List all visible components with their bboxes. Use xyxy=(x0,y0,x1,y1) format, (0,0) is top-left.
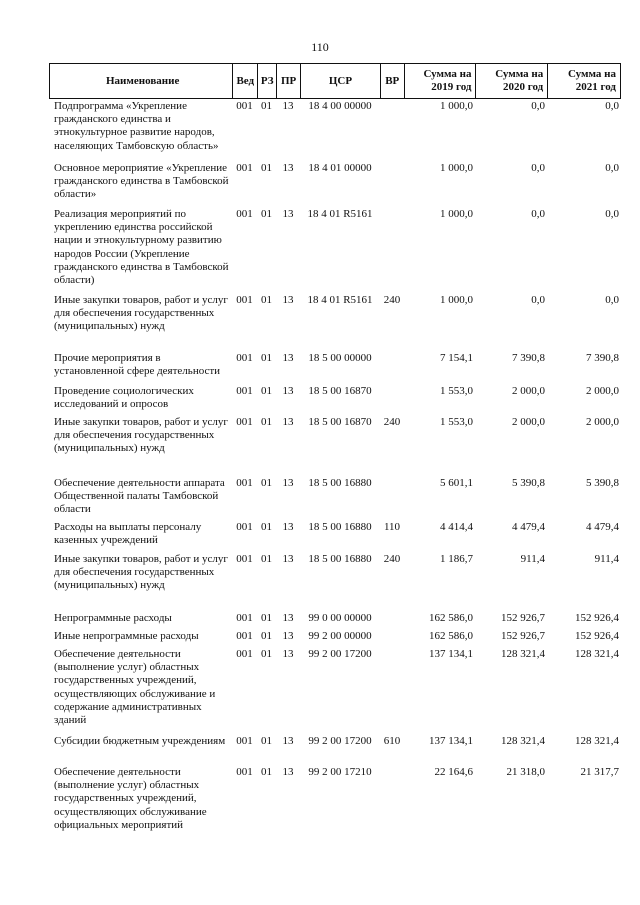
row-csr: 18 5 00 16870 xyxy=(308,385,372,397)
row-sum-2021: 0,0 xyxy=(605,294,619,306)
table-row xyxy=(49,352,621,378)
row-rz: 01 xyxy=(261,735,272,747)
row-sum-2021: 0,0 xyxy=(605,162,619,174)
row-pr: 13 xyxy=(282,100,294,112)
row-ved: 001 xyxy=(236,208,253,220)
row-pr: 13 xyxy=(282,162,294,174)
row-sum-2019: 4 414,4 xyxy=(440,521,473,533)
row-pr: 13 xyxy=(282,294,294,306)
row-rz: 01 xyxy=(261,521,272,533)
row-vr xyxy=(380,630,404,643)
row-sum-2019: 1 553,0 xyxy=(440,416,473,428)
row-rz: 01 xyxy=(261,416,272,428)
row-vr xyxy=(380,385,404,411)
row-sum-2021: 4 479,4 xyxy=(586,521,619,533)
row-sum-2020: 2 000,0 xyxy=(512,416,545,428)
row-name: Иные закупки товаров, работ и услуг для обеспечения государственных (муниципальных) нужд xyxy=(54,416,228,455)
row-name: Иные закупки товаров, работ и услуг для обеспечения государственных (муниципальных) нужд xyxy=(54,553,228,592)
row-rz: 01 xyxy=(261,162,272,174)
row-sum-2019: 1 186,7 xyxy=(440,553,473,565)
table-row xyxy=(49,477,621,517)
table-row xyxy=(49,208,621,287)
table-row xyxy=(49,416,621,456)
row-vr: 240 xyxy=(383,416,401,428)
row-sum-2020: 7 390,8 xyxy=(512,352,545,364)
row-rz: 01 xyxy=(261,385,272,397)
row-sum-2021: 7 390,8 xyxy=(586,352,619,364)
row-rz: 01 xyxy=(261,208,272,220)
row-name: Расходы на выплаты персоналу казенных учреждений xyxy=(54,521,202,547)
row-ved: 001 xyxy=(236,612,253,624)
row-csr: 99 2 00 17200 xyxy=(308,648,372,660)
row-sum-2020: 5 390,8 xyxy=(512,477,545,489)
row-ved: 001 xyxy=(236,352,253,364)
row-sum-2020: 128 321,4 xyxy=(501,648,545,660)
row-sum-2020: 128 321,4 xyxy=(501,735,545,747)
header-ved: Вед xyxy=(232,64,257,98)
row-name: Проведение социологических исследований и опросов xyxy=(54,385,194,411)
row-sum-2019: 1 000,0 xyxy=(440,162,473,174)
row-sum-2021: 152 926,4 xyxy=(575,630,619,642)
row-rz: 01 xyxy=(261,477,272,489)
row-sum-2020: 0,0 xyxy=(531,294,545,306)
row-ved: 001 xyxy=(236,477,253,489)
row-vr xyxy=(380,648,404,727)
row-pr: 13 xyxy=(282,630,294,642)
row-name: Прочие мероприятия в установленной сфере деятельности xyxy=(54,352,221,378)
row-sum-2019: 162 586,0 xyxy=(429,630,473,642)
table-row xyxy=(49,521,621,547)
row-sum-2020: 0,0 xyxy=(531,208,545,220)
header-name: Наименование xyxy=(106,74,180,87)
header-sum-2020: Сумма на 2020 год xyxy=(475,64,547,98)
row-csr: 18 5 00 16880 xyxy=(308,521,372,533)
row-csr: 99 2 00 17200 xyxy=(308,735,372,747)
row-name: Субсидии бюджетным учреждениям xyxy=(54,735,226,747)
row-ved: 001 xyxy=(236,766,253,778)
header-rz: РЗ xyxy=(257,64,276,98)
row-pr: 13 xyxy=(282,612,294,624)
table-row xyxy=(49,766,621,832)
row-csr: 18 5 00 16880 xyxy=(308,553,372,565)
row-sum-2019: 137 134,1 xyxy=(429,735,473,747)
row-name: Обеспечение деятельности аппарата Общественной палаты Тамбовской области xyxy=(54,477,225,516)
row-pr: 13 xyxy=(282,352,294,364)
header-csr: ЦСР xyxy=(300,64,380,98)
row-sum-2019: 1 000,0 xyxy=(440,100,473,112)
table-row xyxy=(49,553,621,593)
row-ved: 001 xyxy=(236,648,253,660)
row-sum-2020: 0,0 xyxy=(531,100,545,112)
row-rz: 01 xyxy=(261,648,272,660)
row-pr: 13 xyxy=(282,735,294,747)
row-name: Обеспечение деятельности (выполнение услуг) областных государственных учреждений, осуществляющих обслуживание и содержание административных зданий xyxy=(54,648,216,727)
row-name: Реализация мероприятий по укреплению единства российской нации и этнокультурному развитию народов России (Укрепление гражданского единства в Тамбовской области) xyxy=(54,208,229,287)
table-row xyxy=(49,100,621,153)
row-sum-2021: 0,0 xyxy=(605,208,619,220)
row-vr xyxy=(380,477,404,517)
row-csr: 99 2 00 17210 xyxy=(308,766,372,778)
row-pr: 13 xyxy=(282,766,294,778)
row-pr: 13 xyxy=(282,521,294,533)
row-sum-2021: 128 321,4 xyxy=(575,735,619,747)
header-pr: ПР xyxy=(276,64,300,98)
table-row xyxy=(49,630,621,643)
row-sum-2020: 152 926,7 xyxy=(501,612,545,624)
table-row xyxy=(49,612,621,625)
row-rz: 01 xyxy=(261,630,272,642)
table-row xyxy=(49,294,621,334)
row-sum-2019: 22 164,6 xyxy=(434,766,473,778)
row-sum-2021: 911,4 xyxy=(594,553,619,565)
table-row xyxy=(49,385,621,411)
row-csr: 18 5 00 00000 xyxy=(308,352,372,364)
row-pr: 13 xyxy=(282,385,294,397)
row-vr xyxy=(380,208,404,287)
row-sum-2019: 162 586,0 xyxy=(429,612,473,624)
row-sum-2019: 1 553,0 xyxy=(440,385,473,397)
row-vr: 240 xyxy=(383,294,401,306)
row-sum-2019: 7 154,1 xyxy=(440,352,473,364)
row-name: Иные непрограммные расходы xyxy=(54,630,199,642)
row-ved: 001 xyxy=(236,521,253,533)
row-ved: 001 xyxy=(236,630,253,642)
row-vr xyxy=(380,100,404,153)
row-name: Основное мероприятие «Укрепление гражданского единства в Тамбовской области» xyxy=(54,162,229,201)
budget-table xyxy=(49,63,621,831)
row-sum-2019: 1 000,0 xyxy=(440,294,473,306)
row-rz: 01 xyxy=(261,100,272,112)
row-sum-2019: 5 601,1 xyxy=(440,477,473,489)
row-ved: 001 xyxy=(236,416,253,428)
row-csr: 18 4 00 00000 xyxy=(308,100,372,112)
row-pr: 13 xyxy=(282,416,294,428)
row-name: Непрограммные расходы xyxy=(54,612,172,624)
row-sum-2020: 21 318,0 xyxy=(506,766,545,778)
row-pr: 13 xyxy=(282,648,294,660)
row-ved: 001 xyxy=(236,735,253,747)
row-vr: 110 xyxy=(383,521,401,533)
row-csr: 18 5 00 16880 xyxy=(308,477,372,489)
row-sum-2020: 911,4 xyxy=(520,553,545,565)
row-vr xyxy=(380,766,404,832)
row-vr xyxy=(380,162,404,202)
row-pr: 13 xyxy=(282,477,294,489)
row-sum-2020: 2 000,0 xyxy=(512,385,545,397)
table-header xyxy=(49,63,621,99)
row-pr: 13 xyxy=(282,553,294,565)
row-csr: 99 0 00 00000 xyxy=(308,612,372,624)
row-sum-2021: 128 321,4 xyxy=(575,648,619,660)
row-ved: 001 xyxy=(236,553,253,565)
row-sum-2021: 2 000,0 xyxy=(586,416,619,428)
row-ved: 001 xyxy=(236,100,253,112)
row-pr: 13 xyxy=(282,208,294,220)
row-name: Подпрограмма «Укрепление гражданского единства и этнокультурное развитие народов, населяющих Тамбовскую область» xyxy=(54,100,219,152)
row-sum-2021: 21 317,7 xyxy=(580,766,619,778)
row-name: Обеспечение деятельности (выполнение услуг) областных государственных учреждений, осуществляющих обслуживание официальных мероприятий xyxy=(54,766,207,831)
row-rz: 01 xyxy=(261,294,272,306)
header-vr: ВР xyxy=(380,64,404,98)
row-sum-2020: 152 926,7 xyxy=(501,630,545,642)
row-sum-2019: 1 000,0 xyxy=(440,208,473,220)
table-row xyxy=(49,735,621,748)
row-csr: 99 2 00 00000 xyxy=(308,630,372,642)
table-row xyxy=(49,162,621,202)
row-sum-2021: 152 926,4 xyxy=(575,612,619,624)
row-csr: 18 4 01 R5161 xyxy=(307,294,373,306)
row-sum-2019: 137 134,1 xyxy=(429,648,473,660)
row-ved: 001 xyxy=(236,294,253,306)
header-sum-2019: Сумма на 2019 год xyxy=(404,64,476,98)
header-sum-2021: Сумма на 2021 год xyxy=(547,64,620,98)
row-sum-2021: 5 390,8 xyxy=(586,477,619,489)
page-number: 110 xyxy=(311,40,329,54)
row-sum-2020: 4 479,4 xyxy=(512,521,545,533)
row-vr xyxy=(380,612,404,625)
row-name: Иные закупки товаров, работ и услуг для обеспечения государственных (муниципальных) нужд xyxy=(54,294,228,333)
row-csr: 18 4 01 R5161 xyxy=(307,208,373,220)
row-csr: 18 5 00 16870 xyxy=(308,416,372,428)
row-ved: 001 xyxy=(236,385,253,397)
row-vr: 610 xyxy=(383,735,401,747)
row-rz: 01 xyxy=(261,352,272,364)
row-csr: 18 4 01 00000 xyxy=(308,162,372,174)
row-sum-2020: 0,0 xyxy=(531,162,545,174)
row-rz: 01 xyxy=(261,612,272,624)
row-rz: 01 xyxy=(261,766,272,778)
row-rz: 01 xyxy=(261,553,272,565)
table-row xyxy=(49,648,621,727)
row-vr: 240 xyxy=(383,553,401,565)
row-sum-2021: 0,0 xyxy=(605,100,619,112)
row-vr xyxy=(380,352,404,378)
row-sum-2021: 2 000,0 xyxy=(586,385,619,397)
row-ved: 001 xyxy=(236,162,253,174)
